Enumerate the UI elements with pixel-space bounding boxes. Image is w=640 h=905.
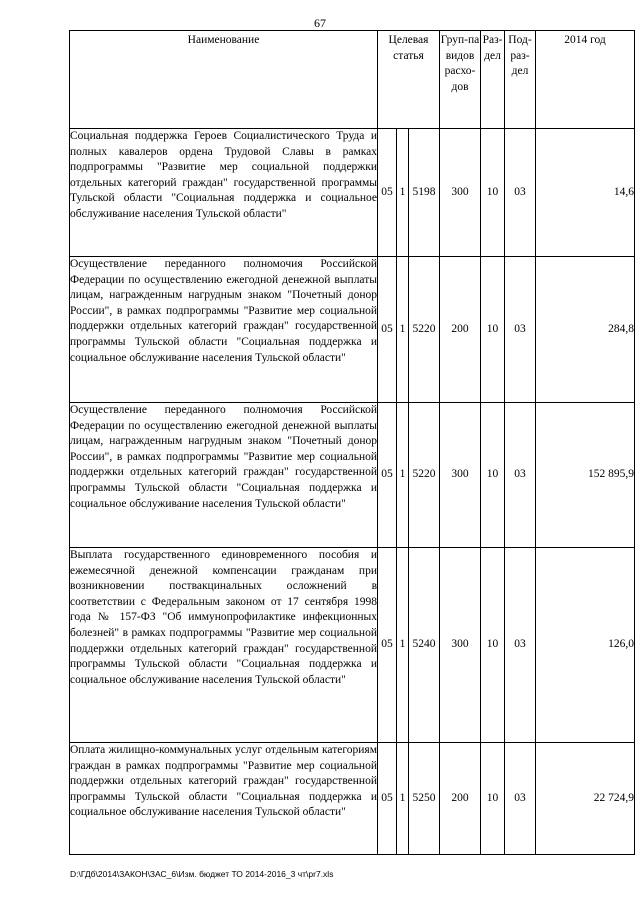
row-amount: 14,6	[536, 129, 635, 257]
row-subsection: 03	[505, 548, 536, 743]
row-target-article-code: 5240	[409, 548, 440, 743]
row-section: 10	[481, 257, 505, 403]
header-subsection: Под-раз-дел	[505, 31, 536, 129]
row-target-article-code: 5220	[409, 257, 440, 403]
header-target-article: Целевая статья	[378, 31, 440, 129]
row-amount: 126,0	[536, 548, 635, 743]
row-section: 10	[481, 743, 505, 855]
row-name: Осуществление переданного полномочия Российской Федерации по осуществлению ежегодной денежной выплаты лицам, награжденным нагрудным знаком "Почетный донор России", в рамках подпрограммы "Развитие мер социальной поддержки отдельных категорий граждан" государственной программы Тульской области "Социальная поддержка и социальное обслуживание населения Тульской области"	[70, 403, 378, 548]
row-amount: 22 724,9	[536, 743, 635, 855]
row-expense-group: 300	[440, 403, 481, 548]
row-subsection: 03	[505, 403, 536, 548]
table-row	[70, 403, 635, 548]
row-amount: 152 895,9	[536, 403, 635, 548]
row-target-article-subprogram: 1	[397, 129, 409, 257]
header-year: 2014 год	[536, 31, 635, 129]
row-target-article-code: 5198	[409, 129, 440, 257]
row-target-article-subprogram: 1	[397, 257, 409, 403]
row-section: 10	[481, 403, 505, 548]
row-subsection: 03	[505, 129, 536, 257]
budget-table	[69, 30, 635, 855]
table-row	[70, 743, 635, 855]
row-target-article-code: 5250	[409, 743, 440, 855]
row-target-article-subprogram: 1	[397, 548, 409, 743]
row-name: Осуществление переданного полномочия Российской Федерации по осуществлению ежегодной денежной выплаты лицам, награжденным нагрудным знаком "Почетный донор России", в рамках подпрограммы "Развитие мер социальной поддержки отдельных категорий граждан" государственной программы Тульской области "Социальная поддержка и социальное обслуживание населения Тульской области"	[70, 257, 378, 403]
row-subsection: 03	[505, 257, 536, 403]
header-name: Наименование	[70, 31, 378, 129]
table-row	[70, 257, 635, 403]
header-section: Раз-дел	[481, 31, 505, 129]
row-target-article-program: 05	[378, 257, 397, 403]
row-target-article-program: 05	[378, 403, 397, 548]
page-number: 67	[314, 16, 326, 30]
row-target-article-code: 5220	[409, 403, 440, 548]
row-expense-group: 200	[440, 257, 481, 403]
row-section: 10	[481, 129, 505, 257]
table-row	[70, 548, 635, 743]
row-name: Социальная поддержка Героев Социалистического Труда и полных кавалеров ордена Трудовой Славы в рамках подпрограммы "Развитие мер социальной поддержки отдельных категорий граждан" государственной программы Тульской области "Социальная поддержка и социальное обслуживание населения Тульской области"	[70, 129, 378, 257]
row-section: 10	[481, 548, 505, 743]
row-amount: 284,8	[536, 257, 635, 403]
footer-file-path: D:\ГДб\2014\ЗАКОН\ЗАС_6\Изм. бюджет ТО 2014-2016_3 чт\pr7.xls	[70, 869, 334, 879]
row-target-article-subprogram: 1	[397, 743, 409, 855]
row-expense-group: 300	[440, 548, 481, 743]
row-expense-group: 200	[440, 743, 481, 855]
row-expense-group: 300	[440, 129, 481, 257]
header-row	[70, 31, 635, 129]
row-name: Оплата жилищно-коммунальных услуг отдельным категориям граждан в рамках подпрограммы "Развитие мер социальной поддержки отдельных категорий граждан" государственной программы Тульской области "Социальная поддержка и социальное обслуживание населения Тульской области"	[70, 743, 378, 855]
header-expense-group: Груп-па видов расхо-дов	[440, 31, 481, 129]
table-row	[70, 129, 635, 257]
row-target-article-program: 05	[378, 548, 397, 743]
row-target-article-program: 05	[378, 129, 397, 257]
row-target-article-program: 05	[378, 743, 397, 855]
row-subsection: 03	[505, 743, 536, 855]
row-name: Выплата государственного единовременного пособия и ежемесячной денежной компенсации гражданам при возникновении поствакцинальных осложнений в соответствии с Федеральным законом от 17 сентября 1998 года № 157-ФЗ "Об иммунопрофилактике инфекционных болезней" в рамках подпрограммы "Развитие мер социальной поддержки отдельных категорий граждан" государственной программы Тульской области "Социальная поддержка и социальное обслуживание населения Тульской области"	[70, 548, 378, 743]
row-target-article-subprogram: 1	[397, 403, 409, 548]
